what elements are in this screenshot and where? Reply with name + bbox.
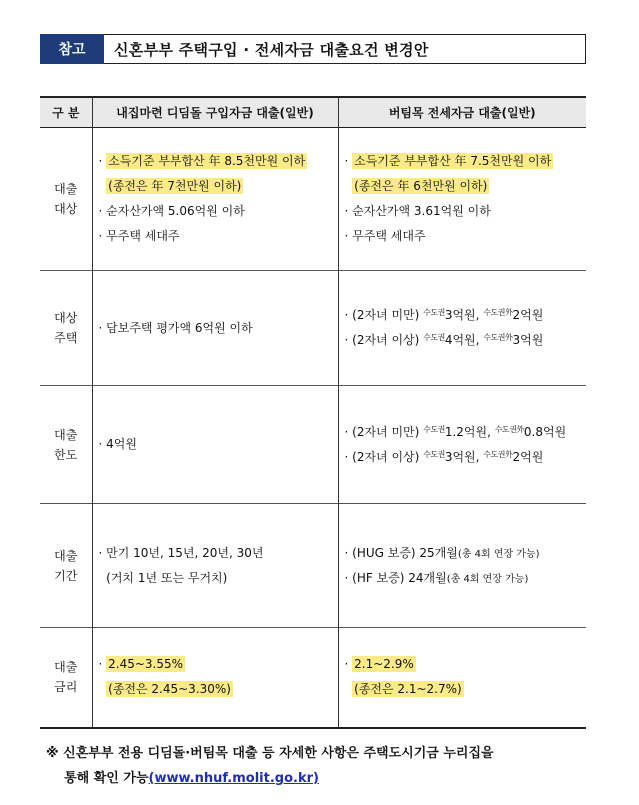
table-cell: · (2자녀 미만) $^{수도권}$1.2억원, $^{수도권外}$0.8억원 · (2자녀 이상) $^{수도권}$3억원, $^{수도권外}$2억원 (338, 386, 586, 504)
table-cell: · 소득기준 부부합산 年 8.5천만원 이하 (종전은 年 7천만원 이하) · 순자산가액 5.06억원 이하 · 무주택 세대주 (92, 128, 338, 271)
header-jeonse-loan: 버팀목 전세자금 대출(일반) (338, 97, 586, 128)
row-label: 대상 주택 (40, 271, 92, 386)
table-cell: · 소득기준 부부합산 年 7.5천만원 이하 (종전은 年 6천만원 이하) · 순자산가액 3.61억원 이하 · 무주택 세대주 (338, 128, 586, 271)
table-cell: · (2자녀 미만) $^{수도권}$3억원, $^{수도권外}$2억원 · (2자녀 이상) $^{수도권}$4억원, $^{수도권外}$3억원 (338, 271, 586, 386)
document-title: 신혼부부 주택구입 · 전세자금 대출요건 변경안 (104, 34, 586, 64)
table-cell: · 담보주택 평가액 6억원 이하 (92, 271, 338, 386)
table-cell: · 4억원 (92, 386, 338, 504)
row-label: 대출 금리 (40, 628, 92, 728)
highlight-text: (종전은 2.45~3.30%) (108, 682, 231, 697)
table-row (40, 386, 586, 504)
header-purchase-loan: 내집마련 디딤돌 구입자금 대출(일반) (92, 97, 338, 128)
table-header-row (40, 97, 586, 128)
table-row (40, 128, 586, 271)
highlight-text: 소득기준 부부합산 年 7.5천만원 이하 (354, 154, 552, 168)
reference-tag: 참고 (40, 34, 104, 64)
highlight-text: (종전은 2.1~2.7%) (354, 682, 462, 697)
highlight-text: 2.45~3.55% (108, 657, 184, 672)
highlight-text: (종전은 年 7천만원 이하) (108, 179, 242, 193)
table-cell: · 만기 10년, 15년, 20년, 30년 (거치 1년 또는 무거치) (92, 504, 338, 628)
highlight-text: (종전은 年 6천만원 이하) (354, 179, 488, 193)
header-category: 구 분 (40, 97, 92, 128)
table-row (40, 271, 586, 386)
document-header (40, 34, 586, 64)
highlight-text: 소득기준 부부합산 年 8.5천만원 이하 (108, 154, 306, 168)
table-cell: · 2.45~3.55% (종전은 2.45~3.30%) (92, 628, 338, 728)
row-label: 대출 기간 (40, 504, 92, 628)
table-row (40, 504, 586, 628)
footnote: ※ 신혼부부 전용 디딤돌·버팀목 대출 등 자세한 사항은 주택도시기금 누리집을 통해 확인 가능(www.nhuf.molit.go.kr) (46, 746, 494, 786)
website-link[interactable]: (www.nhuf.molit.go.kr) (148, 771, 319, 786)
loan-requirements-table (40, 96, 586, 729)
highlight-text: 2.1~2.9% (354, 657, 414, 672)
table-cell: · (HUG 보증) 25개월(총 4회 연장 가능) · (HF 보증) 24개월(총 4회 연장 가능) (338, 504, 586, 628)
table-row (40, 628, 586, 728)
table-cell: · 2.1~2.9% (종전은 2.1~2.7%) (338, 628, 586, 728)
row-label: 대출 대상 (40, 128, 92, 271)
row-label: 대출 한도 (40, 386, 92, 504)
